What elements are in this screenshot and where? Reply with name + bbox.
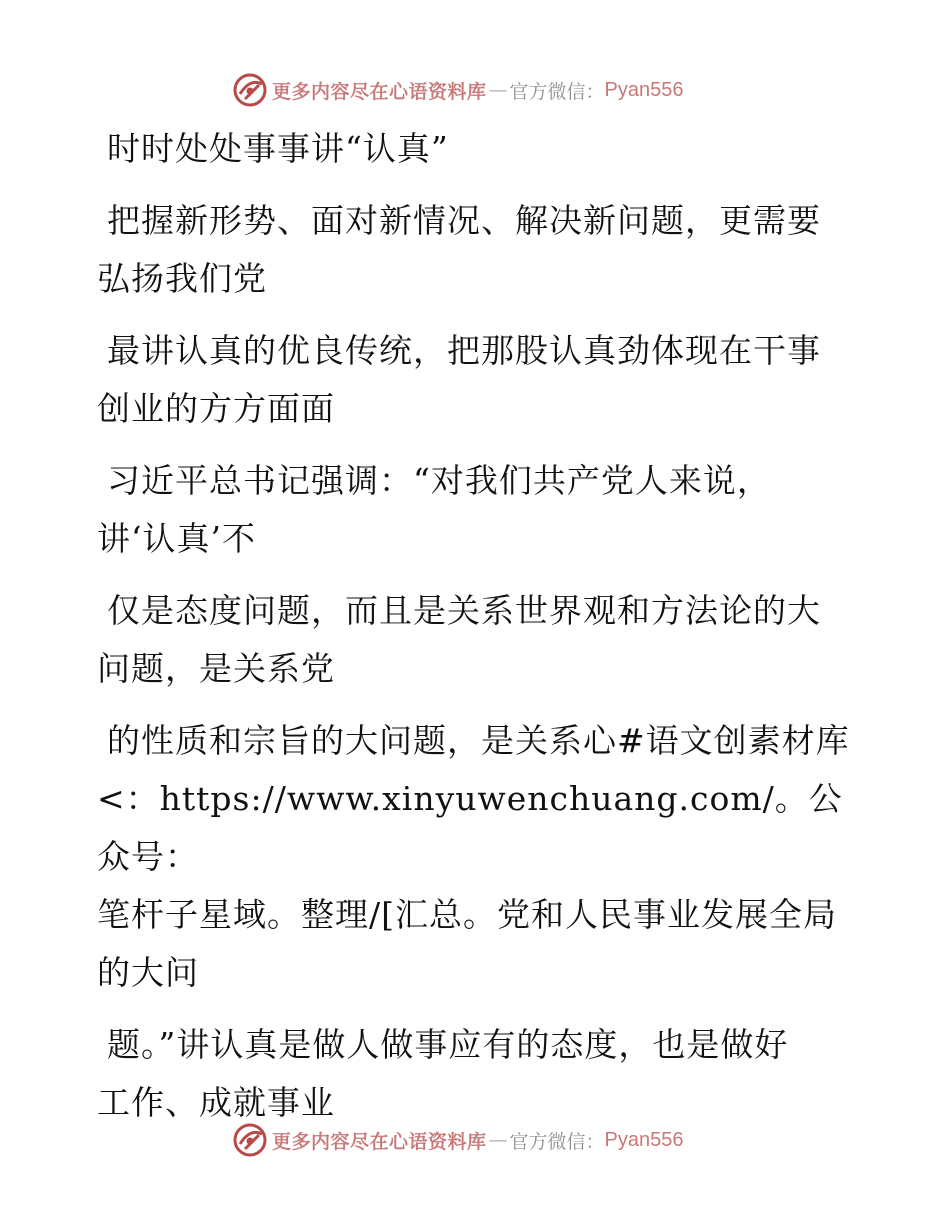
header-dash: —: [488, 79, 508, 101]
paragraph-line: 讲‘认真’不: [97, 519, 256, 558]
paragraph-line: 时时处处事事讲“认真”: [107, 129, 449, 168]
paragraph-line: 弘扬我们党: [97, 259, 267, 298]
brand-logo-icon: [232, 72, 268, 108]
footer-wechat-id: Pyan556: [604, 1128, 684, 1151]
paragraph: [97, 712, 857, 1002]
paragraph-line: 习近平总书记强调：“对我们共产党人来说，: [107, 461, 771, 500]
paragraph-line: 笔杆子星域。整理/[汇总。党和人民事业发展全局: [97, 895, 837, 934]
header-wechat-id: Pyan556: [604, 78, 684, 101]
paragraph-line: 把握新形势、面对新情况、解决新问题，更需要: [107, 201, 821, 240]
paragraph-line: 的大问: [97, 953, 199, 992]
header-wechat-label: 官方微信：: [509, 80, 605, 103]
brand-logo-icon: [232, 1122, 268, 1158]
paragraph-line: 的性质和宗旨的大问题，是关系心#语文创素材库: [107, 721, 850, 760]
paragraph: [97, 1016, 857, 1132]
paragraph-line: 创业的方方面面: [97, 389, 335, 428]
document-body: [97, 120, 857, 1132]
paragraph-line: <：https://www.xinyuwenchuang.com/。公众号：: [97, 779, 843, 876]
footer-wechat-label: 官方微信：: [509, 1130, 605, 1153]
paragraph-line: 题。”讲认真是做人做事应有的态度，也是做好: [107, 1025, 789, 1064]
header-slogan: 更多内容尽在心语资料库: [272, 80, 487, 103]
paragraph-line: 工作、成就事业: [97, 1083, 335, 1122]
paragraph-line: 问题，是关系党: [97, 649, 335, 688]
paragraph-line: 最讲认真的优良传统，把那股认真劲体现在干事: [107, 331, 821, 370]
footer-banner: [232, 1120, 732, 1160]
paragraph-line: 仅是态度问题，而且是关系世界观和方法论的大: [107, 591, 821, 630]
footer-slogan: 更多内容尽在心语资料库: [272, 1130, 487, 1153]
paragraph: [97, 120, 857, 178]
paragraph: [97, 582, 857, 698]
paragraph: [97, 452, 857, 568]
paragraph: [97, 192, 857, 308]
footer-dash: —: [488, 1129, 508, 1151]
header-banner: [232, 70, 732, 110]
paragraph: [97, 322, 857, 438]
